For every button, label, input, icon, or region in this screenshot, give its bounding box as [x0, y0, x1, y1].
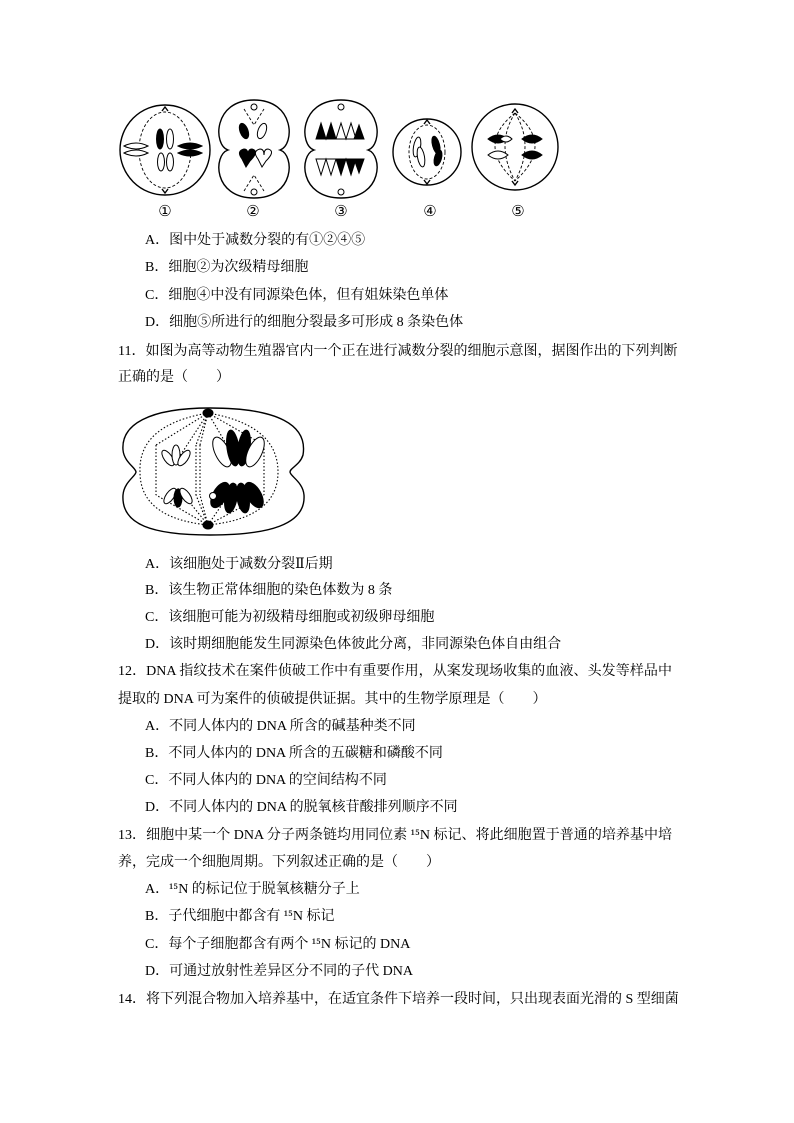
q13-option-c: C．每个子细胞都含有两个 ¹⁵N 标记的 DNA — [145, 937, 411, 952]
q11-spindle-fiber — [140, 413, 208, 525]
q11-top-centrosome — [203, 409, 213, 417]
cell-1-chromosome — [157, 129, 164, 149]
q11-stem-line-1: 11．如图为高等动物生殖器官内一个正在进行减数分裂的细胞示意图，据图作出的下列判断 — [118, 344, 678, 359]
cell-1-chromosome — [178, 150, 202, 156]
cell-3-chromosome — [354, 159, 364, 173]
q11-option-a: A．该细胞处于减数分裂Ⅱ后期 — [145, 557, 333, 572]
q11-cell-figure — [118, 400, 308, 540]
q11-option-c: C．该细胞可能为初级精母细胞或初级卵母细胞 — [145, 610, 435, 625]
q12-option-a: A．不同人体内的 DNA 所含的碱基种类不同 — [145, 719, 416, 734]
cell-3-label: ③ — [334, 204, 348, 220]
cell-2-chromosome — [239, 149, 255, 167]
cell-2-label: ② — [246, 204, 260, 220]
cell-3-centrosome — [338, 104, 344, 110]
cell-3-chromosome — [316, 123, 336, 139]
q11-option-b: B．该生物正常体细胞的染色体数为 8 条 — [145, 583, 393, 598]
cell-2-centrosome — [251, 104, 257, 110]
cell-2-centrosome — [251, 189, 257, 195]
cell-1-chromosome — [167, 129, 174, 149]
cell-1 — [120, 105, 210, 195]
q10-option-a: A．图中处于减数分裂的有①②④⑤ — [145, 233, 366, 248]
cell-4-label: ④ — [423, 204, 437, 220]
q11-centromere — [210, 493, 217, 500]
q11-option-d: D．该时期细胞能发生同源染色体彼此分离，非同源染色体自由组合 — [145, 637, 562, 652]
cell-1-chromosome — [178, 143, 202, 149]
cell-3-chromosome — [336, 123, 356, 139]
cell-4 — [393, 119, 461, 185]
q10-cell-figure — [110, 95, 570, 205]
cell-3-chromosome — [336, 159, 356, 175]
q13-option-a: A．¹⁵N 的标记位于脱氧核糖分子上 — [145, 882, 360, 897]
cell-5-membrane — [472, 104, 558, 190]
cell-5-label: ⑤ — [511, 204, 525, 220]
q12-option-c: C．不同人体内的 DNA 的空间结构不同 — [145, 773, 387, 788]
q13-stem-line-2: 养，完成一个细胞周期。下列叙述正确的是（ ） — [118, 855, 440, 870]
cell-1-label: ① — [158, 204, 172, 220]
cell-5-chromosome — [500, 136, 512, 142]
cell-1-chromosome — [124, 143, 148, 149]
cell-1-chromosome — [158, 153, 165, 171]
q11-bottom-centrosome — [203, 521, 213, 529]
cell-3-chromosome — [354, 125, 364, 139]
q13-stem-line-1: 13．细胞中某一个 DNA 分子两条链均用同位素 ¹⁵N 标记、将此细胞置于普通的培养基中培 — [118, 828, 672, 843]
cell-1-centrosomes — [162, 107, 168, 193]
cell-5 — [472, 104, 558, 190]
cell-3-membrane — [305, 100, 377, 198]
cell-4-membrane — [393, 119, 461, 185]
q11-stem-line-2: 正确的是（ ） — [118, 370, 230, 385]
cell-5-centrosomes — [512, 109, 518, 185]
cell-1-spindle — [139, 112, 191, 188]
q12-stem-line-2: 提取的 DNA 可为案件的侦破提供证据。其中的生物学原理是（ ） — [118, 692, 547, 707]
q12-option-d: D．不同人体内的 DNA 的脱氧核苷酸排列顺序不同 — [145, 800, 458, 815]
cell-4-centrosomes — [424, 120, 430, 184]
q13-option-b: B．子代细胞中都含有 ¹⁵N 标记 — [145, 909, 335, 924]
cell-2-chromosome — [238, 122, 251, 140]
cell-2-membrane — [219, 100, 289, 198]
q10-option-d: D．细胞⑤所进行的细胞分裂最多可形成 8 条染色体 — [145, 315, 464, 330]
q10-option-c: C．细胞④中没有同源染色体，但有姐妹染色单体 — [145, 288, 449, 303]
cell-3-chromosome — [316, 159, 336, 175]
cell-3-centrosome — [338, 189, 344, 195]
cell-2 — [219, 100, 289, 198]
q11-cell-membrane — [123, 408, 304, 535]
q10-option-b: B．细胞②为次级精母细胞 — [145, 260, 309, 275]
cell-4-chromosome — [433, 149, 444, 166]
q13-option-d: D．可通过放射性差异区分不同的子代 DNA — [145, 964, 413, 979]
q12-option-b: B．不同人体内的 DNA 所含的五碳糖和磷酸不同 — [145, 746, 443, 761]
cell-2-chromosome — [256, 122, 269, 140]
cell-3 — [305, 100, 377, 198]
cell-4-chromosome — [416, 147, 426, 168]
cell-2-chromosome — [255, 149, 271, 167]
cell-1-chromosome — [167, 153, 174, 171]
cell-5-spindle — [495, 113, 535, 181]
q12-stem-line-1: 12．DNA 指纹技术在案件侦破工作中有重要作用，从案发现场收集的血液、头发等样品中 — [118, 664, 672, 679]
q14-stem-line-1: 14．将下列混合物加入培养基中，在适宜条件下培养一段时间，只出现表面光滑的 S 型细菌 — [118, 992, 679, 1007]
cell-1-chromosome — [124, 150, 148, 156]
